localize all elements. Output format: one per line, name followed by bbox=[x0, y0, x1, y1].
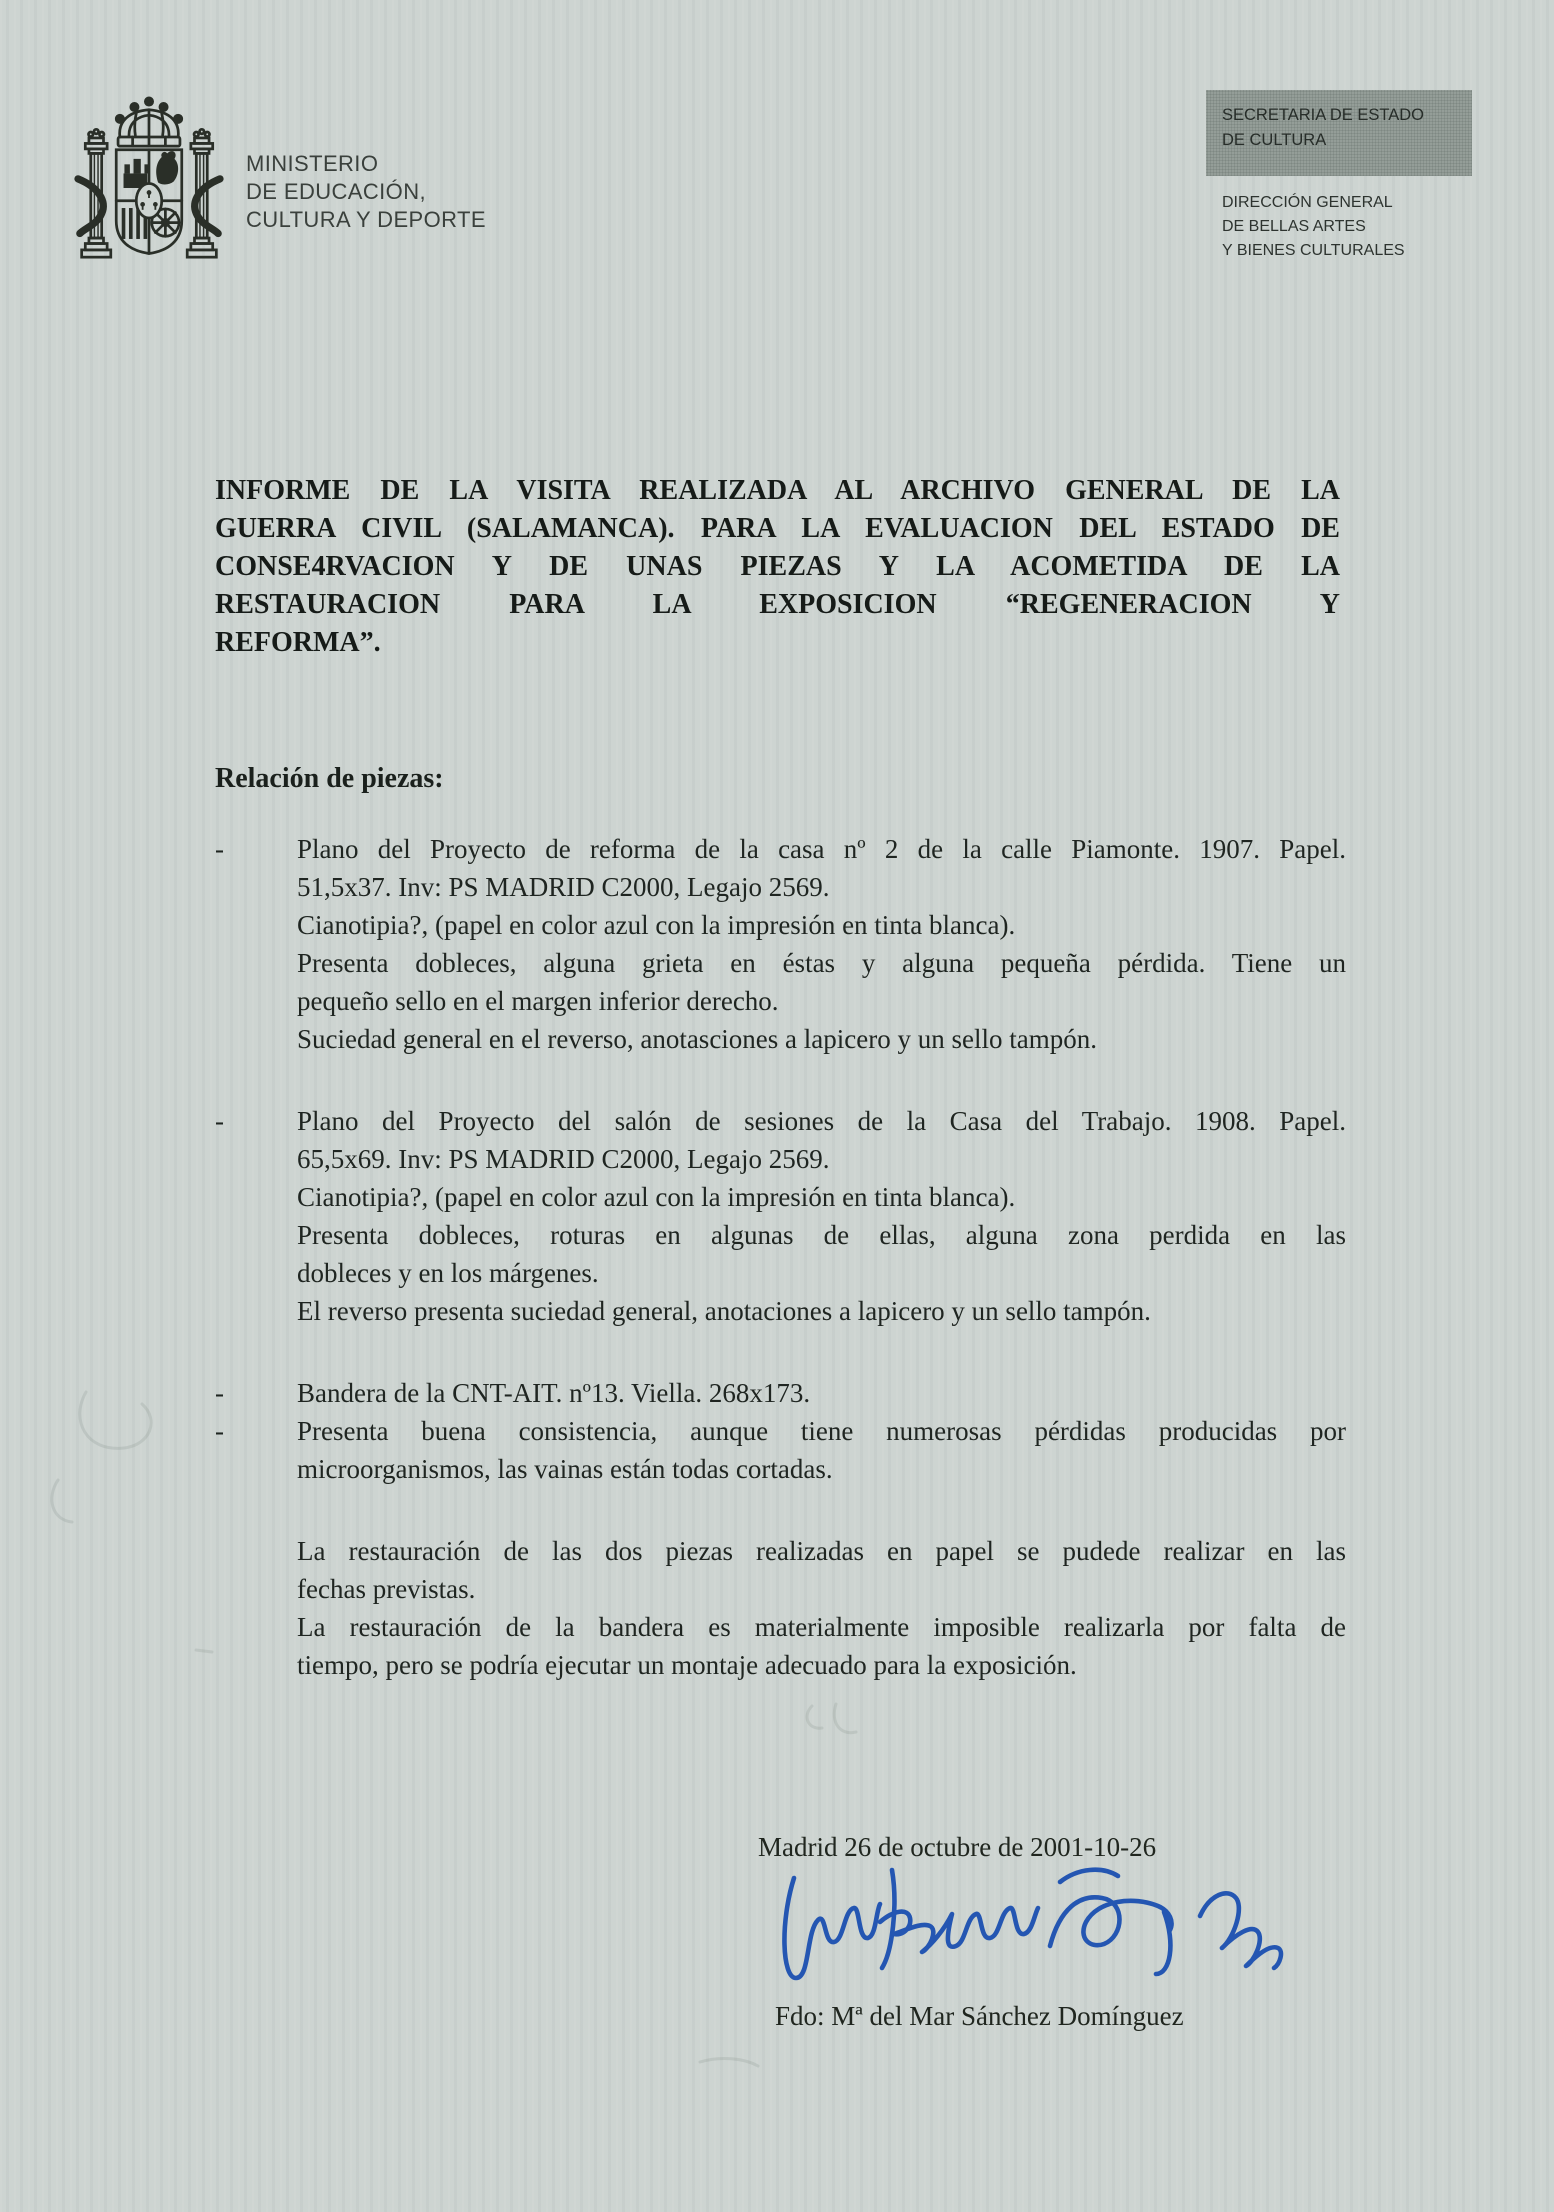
secretaria-line: DE CULTURA bbox=[1222, 131, 1327, 149]
text-line: fechas previstas. bbox=[297, 1574, 476, 1604]
title-line: REFORMA”. bbox=[215, 627, 381, 658]
list-item bbox=[215, 830, 1346, 1058]
handwritten-signature-ink bbox=[760, 1852, 1326, 2014]
piece-list bbox=[215, 830, 1346, 1684]
text-line: dobleces y en los márgenes. bbox=[297, 1258, 599, 1288]
direccion-line: DE BELLAS ARTES bbox=[1222, 218, 1366, 235]
text-line: Bandera de la CNT-AIT. nº13. Viella. 268x173. bbox=[297, 1378, 811, 1408]
text-line: microorganismos, las vainas están todas cortadas. bbox=[297, 1454, 833, 1484]
text-line: Presenta buena consistencia, aunque tiene numerosas pérdidas producidas por bbox=[297, 1416, 1346, 1446]
text-line: La restauración de las dos piezas realizadas en papel se pudede realizar en las bbox=[297, 1536, 1346, 1566]
list-item bbox=[215, 1374, 1346, 1488]
ministry-line: DE EDUCACIÓN, bbox=[246, 179, 426, 204]
dash-marker: - bbox=[215, 834, 224, 864]
text-line: Plano del Proyecto del salón de sesiones de la Casa del Trabajo. 1908. Papel. bbox=[297, 1106, 1346, 1136]
text-line: 51,5x37. Inv: PS MADRID C2000, Legajo 2569. bbox=[297, 872, 830, 902]
title-line: INFORME DE LA VISITA REALIZADA AL ARCHIVO GENERAL DE LA bbox=[215, 475, 1340, 506]
ministry-line: CULTURA Y DEPORTE bbox=[246, 207, 486, 232]
list-item-marker bbox=[215, 1102, 297, 1330]
direccion-line: Y BIENES CULTURALES bbox=[1222, 242, 1405, 259]
report-title bbox=[215, 472, 1340, 662]
direccion-general-block bbox=[1222, 191, 1405, 263]
list-item-text bbox=[297, 1374, 1346, 1488]
section-heading: Relación de piezas: bbox=[215, 763, 444, 794]
text-line: 65,5x69. Inv: PS MADRID C2000, Legajo 2569. bbox=[297, 1144, 830, 1174]
secretaria-de-estado-box bbox=[1206, 90, 1472, 176]
text-line: El reverso presenta suciedad general, anotaciones a lapicero y un sello tampón. bbox=[297, 1296, 1151, 1326]
ministry-line: MINISTERIO bbox=[246, 151, 379, 176]
text-line: La restauración de la bandera es materialmente imposible realizarla por falta de bbox=[297, 1612, 1346, 1642]
spain-coat-of-arms-icon bbox=[58, 90, 240, 286]
text-line: Presenta dobleces, alguna grieta en éstas y alguna pequeña pérdida. Tiene un bbox=[297, 948, 1346, 978]
ministry-name bbox=[246, 150, 486, 234]
closing-paragraphs bbox=[297, 1532, 1346, 1684]
list-item-text bbox=[297, 1102, 1346, 1330]
text-line: Cianotipia?, (papel en color azul con la impresión en tinta blanca). bbox=[297, 910, 1016, 940]
secretaria-line: SECRETARIA DE ESTADO bbox=[1222, 106, 1425, 124]
list-item-text bbox=[297, 830, 1346, 1058]
title-line: GUERRA CIVIL (SALAMANCA). PARA LA EVALUACION DEL ESTADO DE bbox=[215, 513, 1340, 544]
dash-marker: - bbox=[215, 1416, 224, 1446]
title-line: CONSE4RVACION Y DE UNAS PIEZAS Y LA ACOMETIDA DE LA bbox=[215, 551, 1340, 582]
list-item bbox=[215, 1102, 1346, 1330]
dash-marker: - bbox=[215, 1106, 224, 1136]
signed-by-line: Fdo: Mª del Mar Sánchez Domínguez bbox=[775, 2001, 1184, 2031]
text-line: tiempo, pero se podría ejecutar un montaje adecuado para la exposición. bbox=[297, 1650, 1077, 1680]
dash-marker: - bbox=[215, 1378, 224, 1408]
text-line: Presenta dobleces, roturas en algunas de ellas, alguna zona perdida en las bbox=[297, 1220, 1346, 1250]
text-line: Suciedad general en el reverso, anotasciones a lapicero y un sello tampón. bbox=[297, 1024, 1097, 1054]
list-item-marker bbox=[215, 830, 297, 1058]
text-line: Cianotipia?, (papel en color azul con la impresión en tinta blanca). bbox=[297, 1182, 1016, 1212]
text-line: Plano del Proyecto de reforma de la casa nº 2 de la calle Piamonte. 1907. Papel. bbox=[297, 834, 1346, 864]
date-line: Madrid 26 de octubre de 2001-10-26 bbox=[758, 1832, 1157, 1862]
text-line: pequeño sello en el margen inferior derecho. bbox=[297, 986, 779, 1016]
direccion-line: DIRECCIÓN GENERAL bbox=[1222, 194, 1393, 211]
list-item-marker bbox=[215, 1374, 297, 1488]
title-line: RESTAURACION PARA LA EXPOSICION “REGENERACION Y bbox=[215, 589, 1340, 620]
